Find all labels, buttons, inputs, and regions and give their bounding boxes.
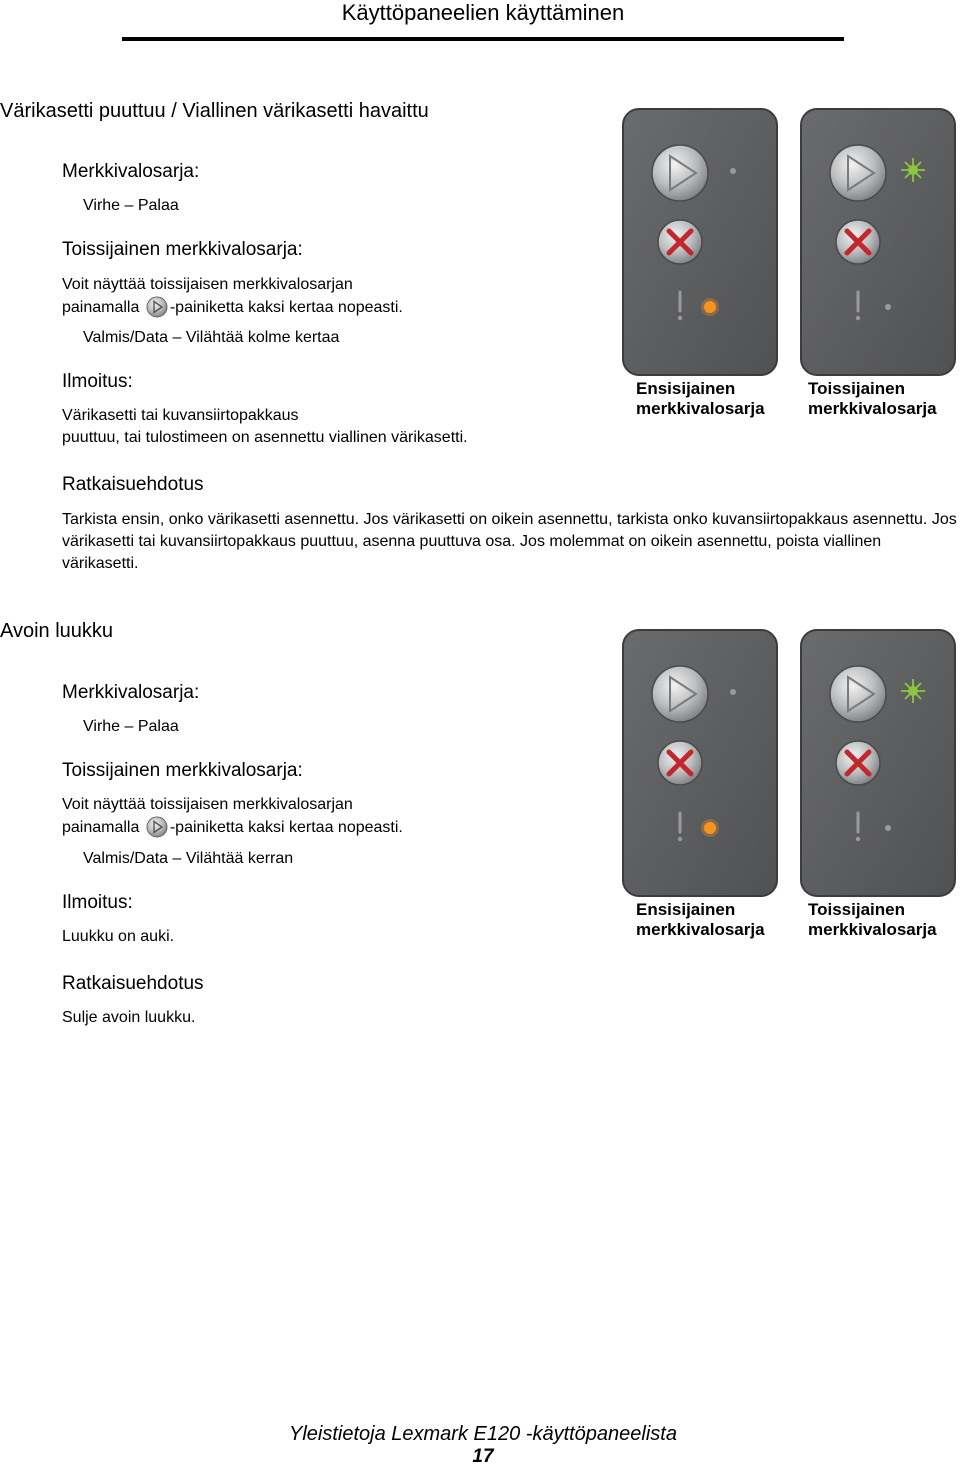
secondary-sequence-value: Valmis/Data – Vilähtää kolme kertaa (83, 329, 340, 346)
section-title: Värikasetti puuttuu / Viallinen värikasetti havaittu (0, 100, 429, 122)
secondary-text-line1: Voit näyttää toissijaisen merkkivalosarjan (62, 276, 353, 293)
notice-text-line2: puuttuu, tai tulostimeen on asennettu viallinen värikasetti. (62, 429, 468, 446)
light-sequence-value: Virhe – Palaa (83, 197, 179, 214)
solution-label: Ratkaisuehdotus (62, 973, 204, 994)
secondary-light-panel (800, 629, 956, 897)
secondary-text-pre: painamalla (62, 299, 140, 316)
panel-caption-secondary: Toissijainen merkkivalosarja (808, 379, 937, 418)
solution-text: Sulje avoin luukku. (62, 1009, 196, 1026)
secondary-text-line1: Voit näyttää toissijaisen merkkivalosarjan (62, 796, 353, 813)
solution-text: Tarkista ensin, onko värikasetti asennettu. Jos värikasetti on oikein asennettu, tarkista onko kuvansiirtopakkaus asennettu. Jos värikasetti tai kuvansiirtopakkaus puuttuu, asenna puuttuva osa. Jos molemmat on oikein asennettu, poista viallinen värikasetti. (62, 511, 957, 572)
primary-light-panel (622, 108, 778, 376)
cancel-button (836, 220, 880, 264)
notice-text-line1: Värikasetti tai kuvansiirtopakkaus (62, 407, 299, 424)
primary-light-panel (622, 629, 778, 897)
secondary-text-post: -painiketta kaksi kertaa nopeasti. (169, 299, 403, 316)
cancel-button (658, 220, 702, 264)
go-button (652, 666, 708, 722)
notice-label: Ilmoitus: (62, 371, 133, 392)
ready-light-off (730, 689, 736, 695)
panel-caption-primary: Ensisijainen merkkivalosarja (636, 379, 765, 418)
panel-caption-secondary: Toissijainen merkkivalosarja (808, 900, 937, 939)
light-sequence-label: Merkkivalosarja: (62, 161, 200, 182)
page-number: 17 (472, 1446, 494, 1467)
notice-text: Luukku on auki. (62, 928, 175, 945)
go-button (830, 145, 886, 201)
secondary-text-line2 (62, 296, 403, 319)
go-button-icon (146, 296, 168, 318)
secondary-sequence-label: Toissijainen merkkivalosarja: (62, 760, 303, 781)
panel-caption-primary: Ensisijainen merkkivalosarja (636, 900, 765, 939)
footer-title: Yleistietoja Lexmark E120 -käyttöpaneelista (289, 1423, 677, 1445)
page-header-title: Käyttöpaneelien käyttäminen (341, 0, 625, 25)
go-button-icon (146, 816, 168, 838)
secondary-text-line2 (62, 816, 403, 839)
secondary-sequence-value: Valmis/Data – Vilähtää kerran (83, 850, 294, 867)
secondary-sequence-label: Toissijainen merkkivalosarja: (62, 239, 303, 260)
cancel-button (658, 741, 702, 785)
header-divider (122, 37, 844, 41)
secondary-text-pre: painamalla (62, 819, 140, 836)
cancel-button (836, 741, 880, 785)
light-sequence-value: Virhe – Palaa (83, 718, 179, 735)
secondary-text-post: -painiketta kaksi kertaa nopeasti. (169, 819, 403, 836)
section-title: Avoin luukku (0, 620, 114, 642)
go-button (830, 666, 886, 722)
ready-light-off (730, 168, 736, 174)
light-sequence-label: Merkkivalosarja: (62, 682, 200, 703)
error-light-off (885, 304, 891, 310)
notice-label: Ilmoitus: (62, 892, 133, 913)
error-light-off (885, 825, 891, 831)
go-button (652, 145, 708, 201)
solution-label: Ratkaisuehdotus (62, 474, 204, 495)
secondary-light-panel (800, 108, 956, 376)
